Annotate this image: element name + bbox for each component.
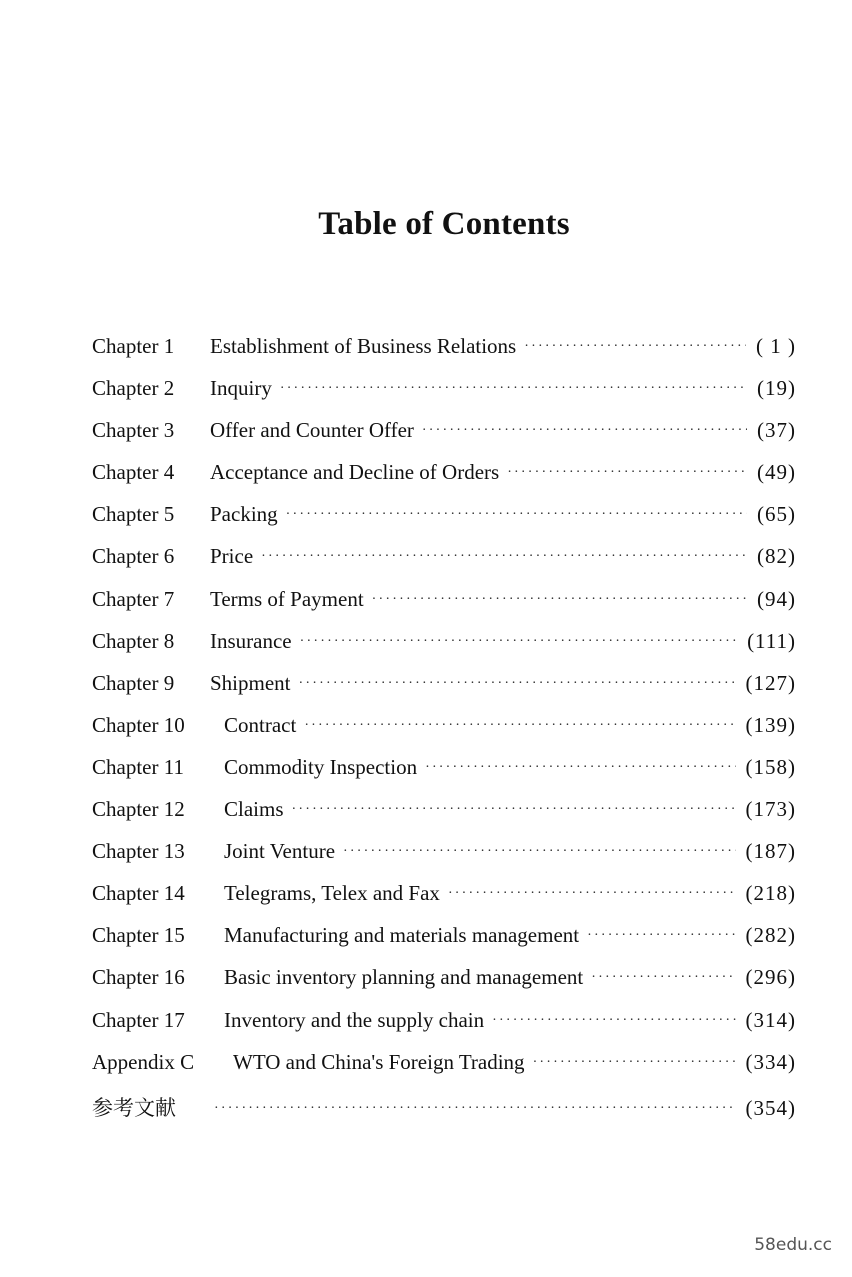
toc-page-number: ( 1 ): [756, 334, 796, 358]
toc-entry-title: Manufacturing and materials management: [224, 923, 580, 948]
toc-entry-title: WTO and China's Foreign Trading: [233, 1049, 525, 1074]
dot-leader: [286, 507, 747, 523]
toc-entry-title: Offer and Counter Offer: [210, 418, 414, 443]
toc-page-number: (65): [757, 502, 796, 527]
toc-entry-title: Shipment: [210, 670, 291, 695]
toc-entry: [92, 797, 796, 839]
toc-page-number: (187): [745, 839, 796, 864]
toc-entry: [92, 755, 796, 797]
toc-entry-title: Joint Venture: [224, 839, 336, 864]
toc-entry-title: Inventory and the supply chain: [224, 1007, 485, 1032]
dot-leader: [524, 339, 746, 355]
toc-entry: [92, 587, 796, 629]
toc-entry: [92, 881, 796, 923]
toc-entry-title: Inquiry: [210, 376, 272, 401]
toc-entry-title: Price: [210, 544, 254, 569]
toc-page-number: (314): [745, 1007, 796, 1032]
toc-chapter-label: Chapter 3: [92, 418, 175, 443]
dot-leader: [492, 1013, 735, 1029]
dot-leader: [425, 760, 735, 776]
toc-entry: [92, 460, 796, 502]
toc-chapter-label: Chapter 9: [92, 670, 175, 695]
toc-page-number: (158): [745, 754, 796, 779]
toc-chapter-label: 参考文献: [92, 1095, 176, 1120]
toc-entry: [92, 629, 796, 671]
dot-leader: [300, 634, 737, 650]
table-of-contents: [92, 334, 796, 1134]
toc-page-number: (334): [745, 1049, 796, 1074]
toc-chapter-label: Chapter 8: [92, 628, 175, 653]
toc-entry-title: Acceptance and Decline of Orders: [210, 460, 500, 485]
page-title: Table of Contents: [318, 206, 570, 242]
toc-chapter-label: Chapter 12: [92, 797, 185, 822]
toc-page-number: (49): [757, 460, 796, 485]
toc-entry: [92, 544, 796, 586]
toc-chapter-label: Chapter 13: [92, 839, 185, 864]
toc-entry: [92, 1050, 796, 1092]
toc-page-number: (127): [745, 670, 796, 695]
toc-page-number: (19): [757, 376, 796, 401]
dot-leader: [587, 928, 735, 944]
toc-page-number: (296): [745, 965, 796, 990]
toc-entry: [92, 418, 796, 460]
toc-entry-title: Basic inventory planning and management: [224, 965, 584, 990]
toc-page-number: (139): [745, 712, 796, 737]
toc-page-number: (111): [747, 628, 796, 653]
toc-chapter-label: Chapter 6: [92, 544, 175, 569]
toc-entry-title: Insurance: [210, 628, 292, 653]
toc-chapter-label: Chapter 11: [92, 754, 184, 779]
toc-chapter-label: Appendix C: [92, 1049, 195, 1074]
toc-entry-title: Terms of Payment: [210, 586, 364, 611]
toc-chapter-label: Chapter 1: [92, 334, 175, 358]
toc-entry: [92, 376, 796, 418]
dot-leader: [372, 592, 747, 608]
toc-chapter-label: Chapter 10: [92, 712, 185, 737]
toc-chapter-label: Chapter 14: [92, 881, 185, 906]
toc-entry-title: Packing: [210, 502, 278, 527]
toc-page-number: (218): [745, 881, 796, 906]
dot-leader: [343, 844, 735, 860]
toc-chapter-label: Chapter 4: [92, 460, 175, 485]
toc-entry-title: Establishment of Business Relations: [210, 334, 517, 358]
toc-page-number: (282): [745, 923, 796, 948]
dot-leader: [261, 549, 747, 565]
dot-leader: [214, 1101, 736, 1117]
toc-page-number: (94): [757, 586, 796, 611]
toc-page-number: (82): [757, 544, 796, 569]
dot-leader: [280, 381, 747, 397]
dot-leader: [292, 802, 736, 818]
dot-leader: [448, 886, 736, 902]
dot-leader: [299, 676, 736, 692]
dot-leader: [304, 718, 735, 734]
toc-entry: [92, 1008, 796, 1050]
toc-entry: [92, 923, 796, 965]
toc-entry: [92, 671, 796, 713]
toc-chapter-label: Chapter 17: [92, 1007, 185, 1032]
toc-entry: [92, 502, 796, 544]
toc-chapter-label: Chapter 16: [92, 965, 185, 990]
dot-leader: [507, 465, 747, 481]
toc-chapter-label: Chapter 15: [92, 923, 185, 948]
toc-page-number: (354): [745, 1095, 796, 1120]
toc-entry-title: Claims: [224, 797, 284, 822]
toc-entry: [92, 839, 796, 881]
watermark: 58edu.cc: [754, 1235, 832, 1255]
toc-entry-title: Commodity Inspection: [224, 754, 418, 779]
toc-chapter-label: Chapter 7: [92, 586, 175, 611]
dot-leader: [422, 423, 747, 439]
toc-page-number: (173): [745, 797, 796, 822]
toc-page-number: (37): [757, 418, 796, 443]
toc-chapter-label: Chapter 5: [92, 502, 175, 527]
toc-entry: [92, 713, 796, 755]
toc-entry-title: Contract: [224, 712, 297, 737]
dot-leader: [591, 970, 735, 986]
toc-entry-title: Telegrams, Telex and Fax: [224, 881, 440, 906]
toc-entry: [92, 1092, 796, 1134]
toc-entry: [92, 965, 796, 1007]
dot-leader: [533, 1055, 736, 1071]
toc-entry: [92, 334, 796, 376]
toc-chapter-label: Chapter 2: [92, 376, 175, 401]
